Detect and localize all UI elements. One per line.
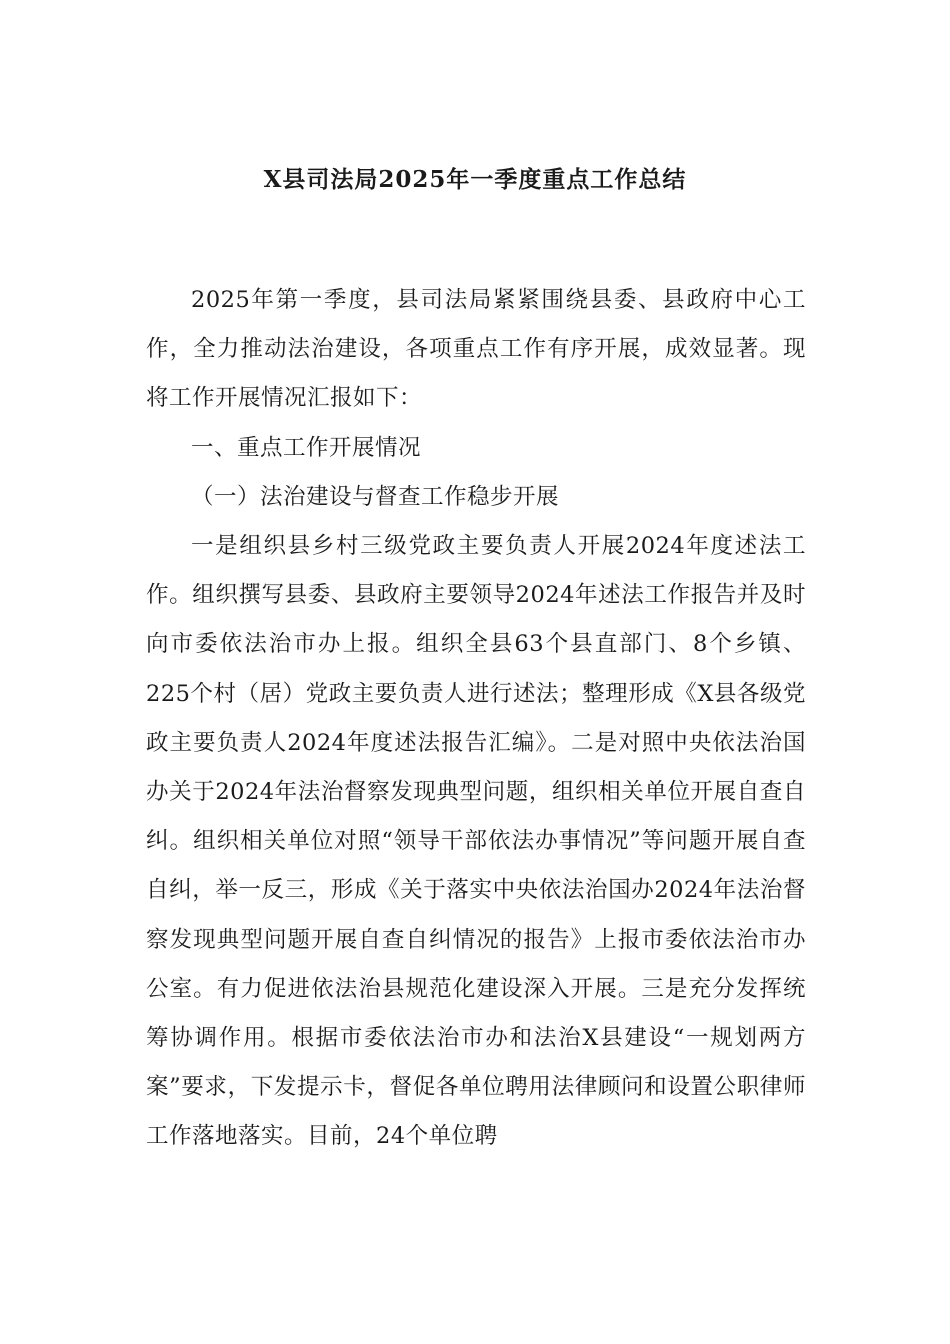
document-body bbox=[146, 276, 806, 1162]
document-title: X县司法局2025年一季度重点工作总结 bbox=[263, 166, 687, 193]
paragraph-body: 一是组织县乡村三级党政主要负责人开展2024年度述法工作。组织撰写县委、县政府主要领导2024年述法工作报告并及时向市委依法治市办上报。组织全县63个县直部门、8个乡镇、225个村（居）党政主要负责人进行述法；整理形成《X县各级党政主要负责人2024年度述法报告汇编》。二是对照中央依法治国办关于2024年法治督察发现典型问题，组织相关单位开展自查自纠。组织相关单位对照“领导干部依法办事情况”等问题开展自查自纠，举一反三，形成《关于落实中央依法治国办2024年法治督察发现典型问题开展自查自纠情况的报告》上报市委依法治市办公室。有力促进依法治县规范化建设深入开展。三是充分发挥统筹协调作用。根据市委依法治市办和法治X县建设“一规划两方案”要求，下发提示卡，督促各单位聘用法律顾问和设置公职律师工作落地落实。目前，24个单位聘 bbox=[146, 533, 806, 1150]
heading-level-1: 一、重点工作开展情况 bbox=[191, 434, 422, 461]
heading-level-2: （一）法治建设与督查工作稳步开展 bbox=[191, 483, 560, 510]
paragraph-intro: 2025年第一季度，县司法局紧紧围绕县委、县政府中心工作，全力推动法治建设，各项重点工作有序开展，成效显著。现将工作开展情况汇报如下： bbox=[146, 287, 806, 412]
